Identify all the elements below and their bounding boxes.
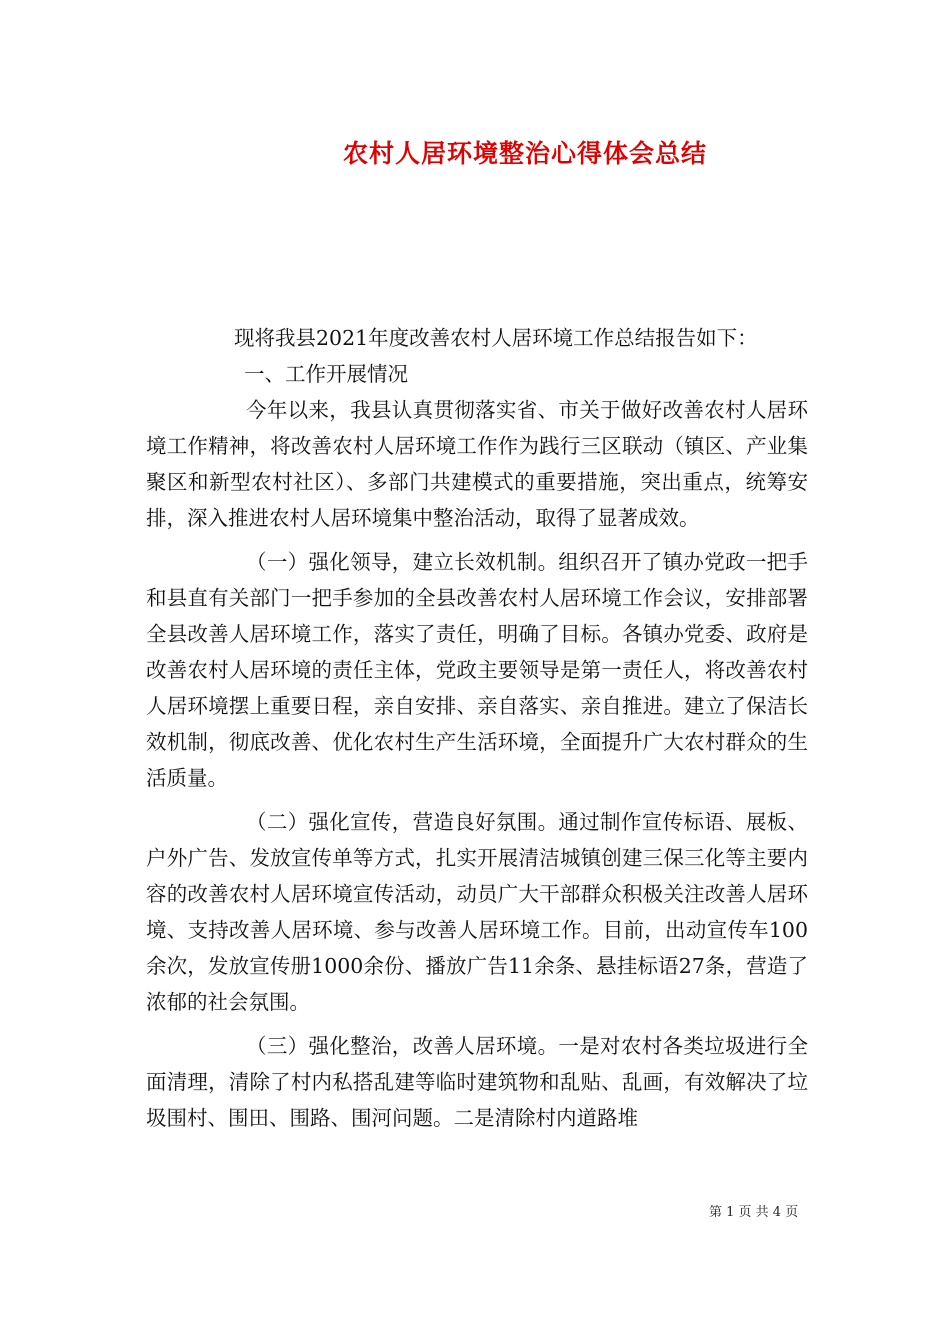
body-paragraph: （二）强化宣传，营造良好氛围。通过制作宣传标语、展板、户外广告、发放宣传单等方式，扎实开展清洁城镇创建三保三化等主要内容的改善农村人居环境宣传活动，动员广大干部群众积极关注改善人居环境、支持改善人居环境、参与改善人居环境工作。目前，出动宣传车100余次，发放宣传册1000余份、播放广告11余条、悬挂标语27条，营造了浓郁的社会氛围。	[146, 810, 808, 1014]
document-body	[146, 320, 808, 1144]
document-title: 农村人居环境整治心得体会总结	[342, 139, 707, 168]
body-paragraph: （三）强化整治，改善人居环境。一是对农村各类垃圾进行全面清理，清除了村内私搭乱建等临时建筑物和乱贴、乱画，有效解决了垃圾围村、围田、围路、围河问题。二是清除村内道路堆	[146, 1034, 808, 1130]
section-heading: 一、工作开展情况	[244, 362, 408, 386]
page-footer: 第 1 页 共 4 页	[709, 1205, 799, 1220]
body-paragraph: （一）强化领导，建立长效机制。组织召开了镇办党政一把手和县直有关部门一把手参加的全县改善农村人居环境工作会议，安排部署全县改善人居环境工作，落实了责任，明确了目标。各镇办党委、政府是改善农村人居环境的责任主体，党政主要领导是第一责任人，将改善农村人居环境摆上重要日程，亲自安排、亲自落实、亲自推进。建立了保洁长效机制，彻底改善、优化农村生产生活环境，全面提升广大农村群众的生活质量。	[146, 550, 808, 790]
body-paragraph: 今年以来，我县认真贯彻落实省、市关于做好改善农村人居环境工作精神，将改善农村人居环境工作作为践行三区联动（镇区、产业集聚区和新型农村社区）、多部门共建模式的重要措施，突出重点，统筹安排，深入推进农村人居环境集中整治活动，取得了显著成效。	[146, 398, 808, 530]
intro-paragraph: 现将我县2021年度改善农村人居环境工作总结报告如下：	[234, 326, 758, 350]
